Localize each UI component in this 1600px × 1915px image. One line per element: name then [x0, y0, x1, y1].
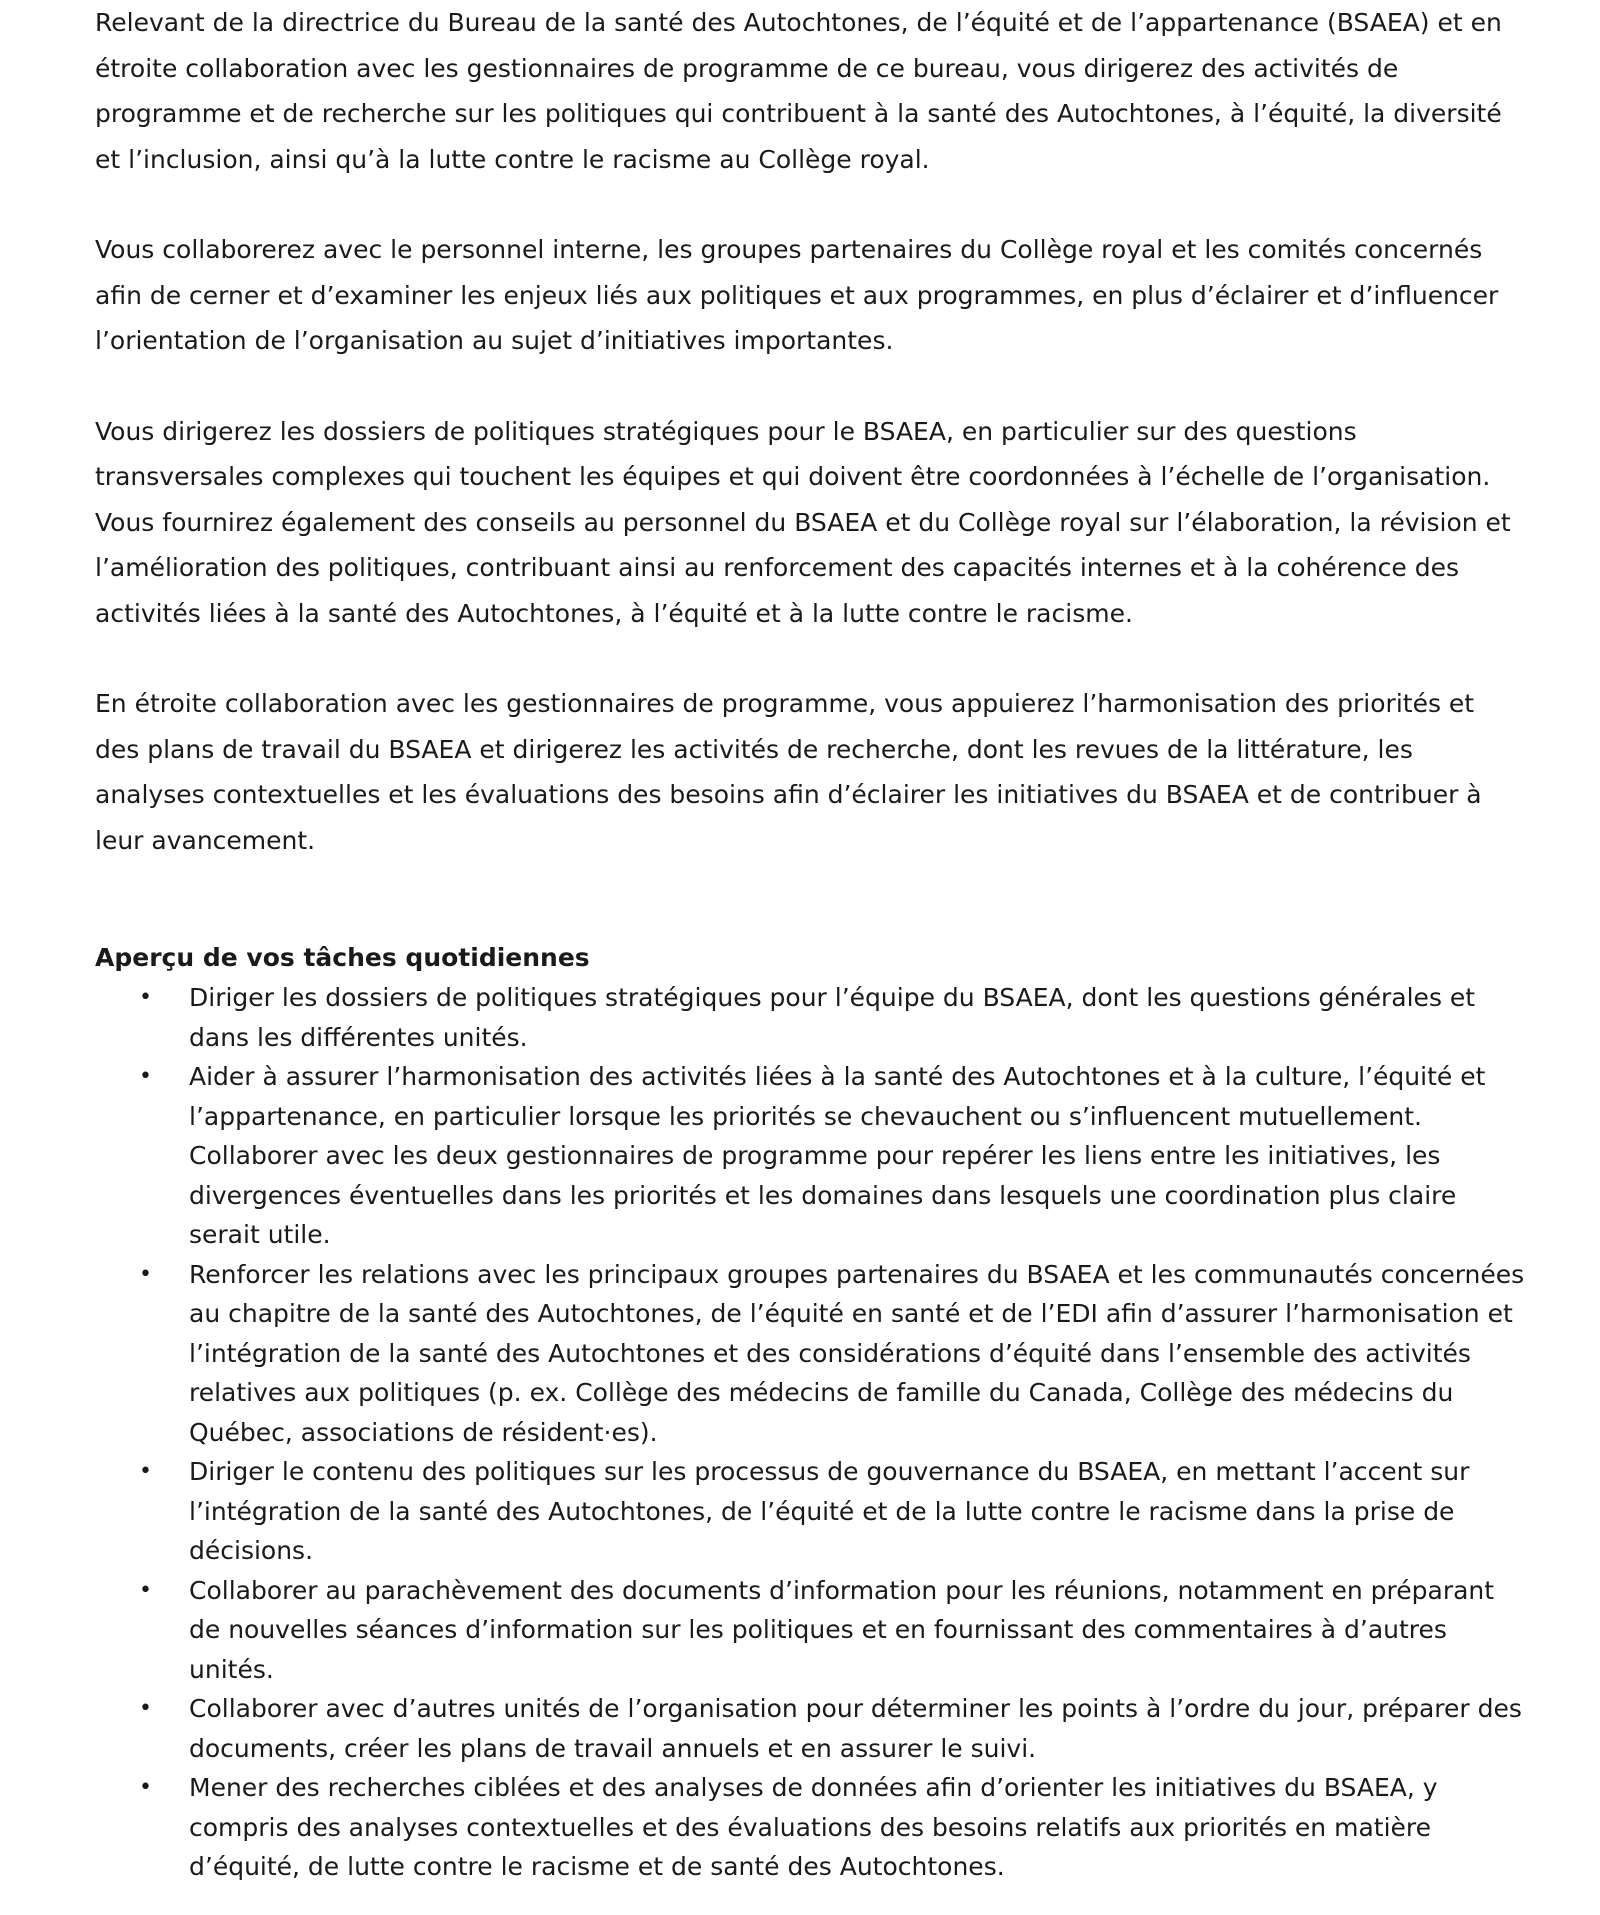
task-text: Renforcer les relations avec les principaux groupes partenaires du BSAEA et les communautés concernées au chapitre de la santé des Autochtones, de l’équité en santé et de l’EDI afin d’assurer l’harmonisation et l’intégration de la santé des Autochtones et des considérations d’équité dans l’ensemble des activités relatives aux politiques (p. ex. Collège des médecins de famille du Canada, Collège des médecins du Québec, associations de résident·es).: [189, 1259, 1525, 1447]
bullet-icon: •: [139, 1577, 152, 1603]
bullet-icon: •: [139, 985, 152, 1010]
strategic-policy-paragraph: Vous dirigerez les dossiers de politiques stratégiques pour le BSAEA, en particulier sur des questions transversales complexes qui touchent les équipes et qui doivent être coordonnées à l’échelle de l’organisation. Vous fournirez également des conseils au personnel du BSAEA et du Collège royal sur l’élaboration, la révision et l’amélioration des politiques, contribuant ainsi au renforcement des capacités internes et à la cohérence des activités liées à la santé des Autochtones, à l’équité et à la lutte contre le racisme.: [95, 416, 1511, 628]
tasks-list: [95, 978, 1600, 1887]
paragraph-spacer: [95, 636, 1600, 681]
task-text: Diriger les dossiers de politiques stratégiques pour l’équipe du BSAEA, dont les questions générales et dans les différentes unités.: [189, 983, 1476, 1052]
collaboration-paragraph: Vous collaborerez avec le personnel interne, les groupes partenaires du Collège royal et les comités concernés afin de cerner et d’examiner les enjeux liés aux politiques et aux programmes, en plus d’éclairer et d’influencer l’orientation de l’organisation au sujet d’initiatives importantes.: [95, 235, 1499, 355]
task-text: Aider à assurer l’harmonisation des activités liées à la santé des Autochtones et à la culture, l’équité et l’appartenance, en particulier lorsque les priorités se chevauchent ou s’influencent mutuellement. Collaborer avec les deux gestionnaires de programme pour repérer les liens entre les initiatives, les divergences éventuelles dans les priorités et les domaines dans lesquels une coordination plus claire serait utile.: [189, 1062, 1486, 1249]
task-text: Diriger le contenu des politiques sur les processus de gouvernance du BSAEA, en mettant l’accent sur l’intégration de la santé des Autochtones, de l’équité et de la lutte contre le racisme dans la prise de décisions.: [189, 1457, 1470, 1565]
task-item: [95, 1057, 1525, 1255]
intro-paragraph: Relevant de la directrice du Bureau de la santé des Autochtones, de l’équité et de l’appartenance (BSAEA) et en étroite collaboration avec les gestionnaires de programme de ce bureau, vous dirigerez des activités de programme et de recherche sur les politiques qui contribuent à la santé des Autochtones, à l’équité, la diversité et l’inclusion, ainsi qu’à la lutte contre le racisme au Collège royal.: [95, 8, 1502, 174]
section-spacer: [95, 863, 1600, 938]
task-item: [95, 1689, 1525, 1768]
task-item: [95, 1571, 1525, 1690]
tasks-heading: Aperçu de vos tâches quotidiennes: [95, 943, 590, 972]
bullet-icon: •: [139, 1261, 152, 1287]
task-text: Collaborer au parachèvement des documents d’information pour les réunions, notamment en préparant de nouvelles séances d’information sur les politiques et en fournissant des commentaires à d’autres unités.: [189, 1575, 1495, 1684]
bullet-icon: •: [139, 1775, 152, 1800]
task-text: Mener des recherches ciblées et des analyses de données afin d’orienter les initiatives du BSAEA, y compris des analyses contextuelles et des évaluations des besoins relatifs aux priorités en matière d’équité, de lutte contre le racisme et de santé des Autochtones.: [189, 1773, 1438, 1881]
paragraph-spacer: [95, 364, 1600, 409]
task-item: [95, 1452, 1525, 1571]
task-item: [95, 1768, 1525, 1887]
research-paragraph: En étroite collaboration avec les gestionnaires de programme, vous appuierez l’harmonisation des priorités et des plans de travail du BSAEA et dirigerez les activités de recherche, dont les revues de la littérature, les analyses contextuelles et les évaluations des besoins afin d’éclairer les initiatives du BSAEA et de contribuer à leur avancement.: [95, 689, 1482, 855]
paragraph-spacer: [95, 182, 1600, 227]
task-item: [95, 1255, 1525, 1453]
task-text: Collaborer avec d’autres unités de l’organisation pour déterminer les points à l’ordre du jour, préparer des documents, créer les plans de travail annuels et en assurer le suivi.: [189, 1694, 1522, 1763]
task-item: [95, 978, 1525, 1057]
bullet-icon: •: [139, 1459, 152, 1484]
bullet-icon: •: [139, 1696, 152, 1721]
bullet-icon: •: [139, 1064, 152, 1089]
